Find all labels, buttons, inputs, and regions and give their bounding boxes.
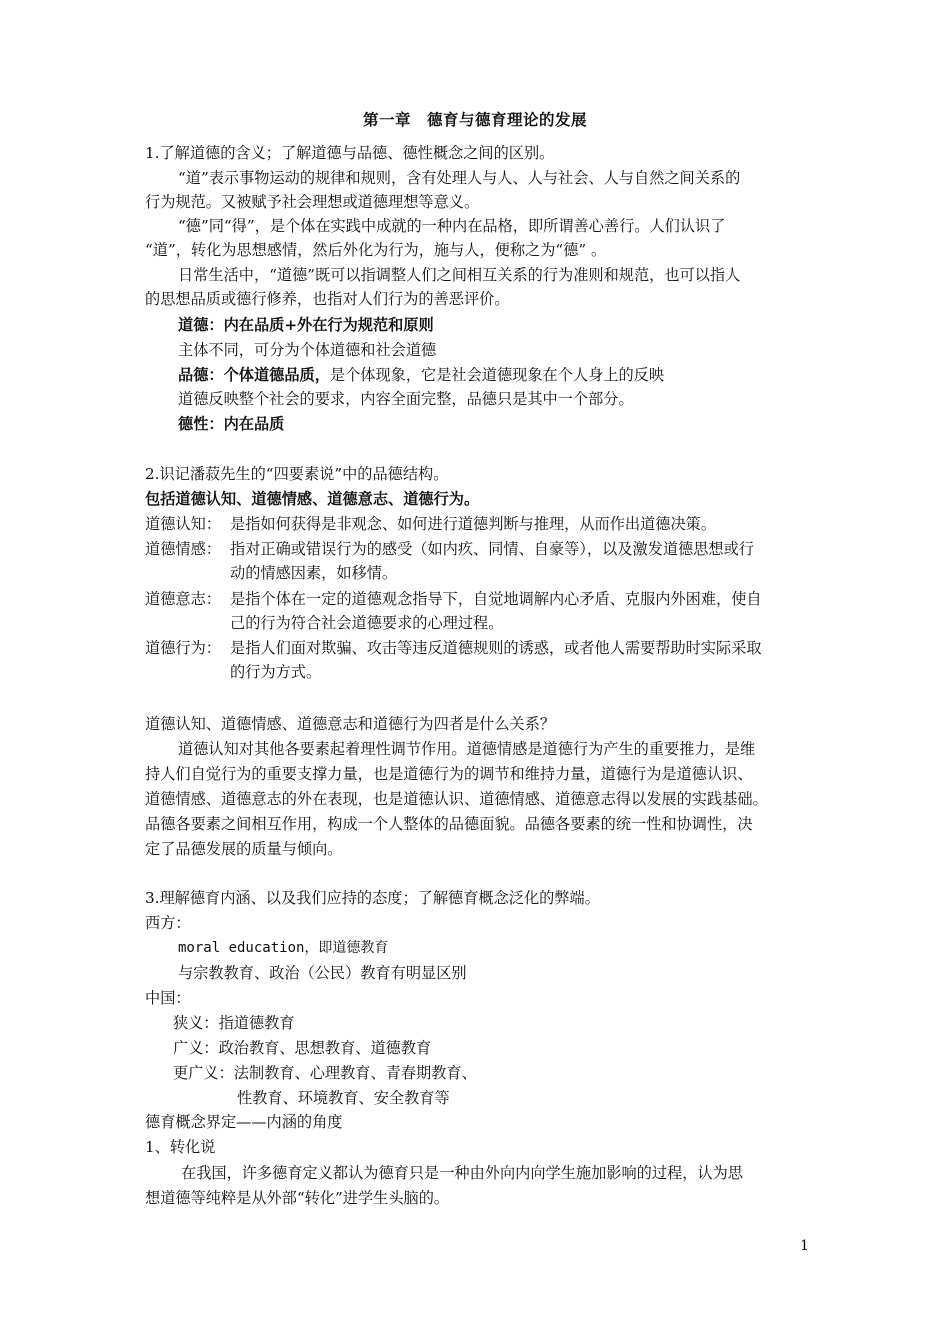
list-item: [145, 587, 815, 611]
paragraph-line: 在我国，许多德育定义都认为德育只是一种由外向内向学生施加影响的过程，认为思: [181, 1164, 743, 1182]
broader-definition-continued: 性教育、环境教育、安全教育等: [237, 1089, 450, 1107]
term-label: 道德行为：: [145, 639, 221, 657]
term-description-continued: 己的行为符合社会道德要求的心理过程。: [230, 614, 504, 632]
term-description-continued: 动的情感因素，如移情。: [230, 564, 398, 582]
paragraph-line: “道”，转化为思想感情，然后外化为行为，施与人，便称之为“德” 。: [145, 241, 607, 259]
relationship-question: 道德认知、道德情感、道德意志和道德行为四者是什么关系？: [145, 715, 556, 733]
chapter-title: 第一章 德育与德育理论的发展: [362, 110, 587, 129]
paragraph-line: 定了品德发展的质量与倾向。: [145, 840, 343, 858]
term-label: 道德认知：: [145, 515, 221, 533]
definition-heading: 德育概念界定——内涵的角度: [145, 1113, 343, 1131]
paragraph-line: 的思想品质或德行修养，也指对人们行为的善恶评价。: [145, 290, 510, 308]
pinde-line: [178, 363, 848, 387]
transform-heading: 1、转化说: [145, 1138, 216, 1156]
pinde-definition: 品德：个体道德品质，: [178, 366, 330, 384]
section2-heading: 2.识记潘菽先生的“四要素说”中的品德结构。: [145, 465, 449, 483]
term-label: 道德情感：: [145, 540, 221, 558]
china-label: 中国：: [145, 989, 191, 1007]
paragraph-line: 行为规范。又被赋予社会理想或道德理想等意义。: [145, 193, 480, 211]
term-description: 是指如何获得是非观念、如何进行道德判断与推理，从而作出道德决策。: [230, 515, 716, 533]
list-item: [145, 537, 815, 561]
paragraph-line: “道”表示事物运动的规律和规则，含有处理人与人、人与社会、人与自然之间关系的: [178, 169, 741, 187]
paragraph-line: “德”同“得”，是个体在实践中成就的一种内在品格，即所谓善心善行。人们认识了: [178, 217, 726, 235]
paragraph-line: 日常生活中，“道德”既可以指调整人们之间相互关系的行为准则和规范，也可以指人: [178, 266, 741, 284]
paragraph-line: 持人们自觉行为的重要支撑力量，也是道德行为的调节和维持力量，道德行为是道德认识、: [145, 765, 753, 783]
section1-heading: 1.了解道德的含义；了解道德与品德、德性概念之间的区别。: [145, 144, 555, 162]
term-description: 是指个体在一定的道德观念指导下，自觉地调解内心矛盾、克服内外困难，使自: [230, 590, 762, 608]
paragraph-line: 道德反映整个社会的要求，内容全面完整，品德只是其中一个部分。: [178, 390, 634, 408]
term-label: 道德意志：: [145, 590, 221, 608]
four-elements: 包括道德认知、道德情感、道德意志、道德行为。: [145, 490, 480, 508]
term-description-continued: 的行为方式。: [230, 663, 322, 681]
narrow-definition: 狭义：指道德教育: [173, 1014, 295, 1032]
west-label: 西方：: [145, 914, 191, 932]
term-description: 指对正确或错误行为的感受（如内疚、同情、自豪等），以及激发道德思想或行: [230, 540, 754, 558]
broad-definition: 广义：政治教育、思想教育、道德教育: [173, 1039, 432, 1057]
broader-definition: 更广义：法制教育、心理教育、青春期教育、: [173, 1064, 477, 1082]
west-definition: moral education，即道德教育: [178, 940, 389, 956]
list-item: [145, 636, 815, 660]
paragraph-line: 道德情感、道德意志的外在表现，也是道德认识、道德情感、道德意志得以发展的实践基础。: [145, 790, 768, 808]
paragraph-line: 品德各要素之间相互作用，构成一个人整体的品德面貌。品德各要素的统一性和协调性，决: [145, 815, 753, 833]
list-item: [145, 512, 815, 536]
paragraph-line: 道德认知对其他各要素起着理性调节作用。道德情感是道德行为产生的重要推力，是维: [178, 740, 756, 758]
term-description: 是指人们面对欺骗、攻击等违反道德规则的诱惑，或者他人需要帮助时实际采取: [230, 639, 762, 657]
paragraph-line: 主体不同，可分为个体道德和社会道德: [178, 341, 437, 359]
page-number: 1: [800, 1238, 809, 1254]
section3-heading: 3.理解德育内涵、以及我们应持的态度；了解德育概念泛化的弊端。: [145, 889, 600, 907]
paragraph-line: 想道德等纯粹是从外部“转化”进学生头脑的。: [145, 1189, 450, 1207]
dexing-definition: 德性：内在品质: [178, 415, 285, 433]
west-distinction: 与宗教教育、政治（公民）教育有明显区别: [178, 964, 467, 982]
morality-definition: 道德：内在品质+外在行为规范和原则: [178, 316, 434, 334]
pinde-description: 是个体现象，它是社会道德现象在个人身上的反映: [329, 366, 664, 384]
